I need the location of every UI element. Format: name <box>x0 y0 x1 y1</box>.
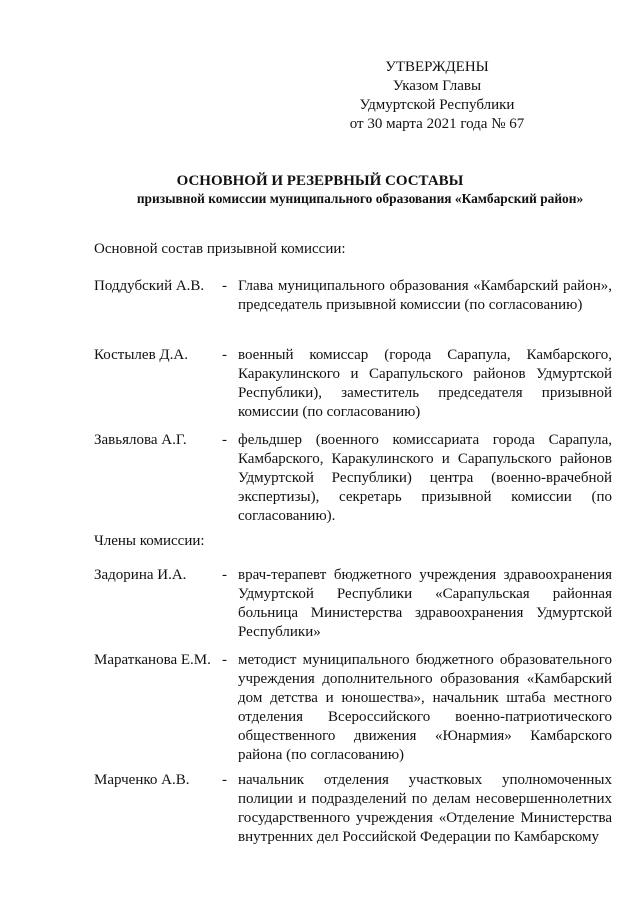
member-name: Костылев Д.А. <box>94 347 188 363</box>
approval-line-1: УТВЕРЖДЕНЫ <box>385 59 489 75</box>
member-name: Поддубский А.В. <box>94 278 205 294</box>
member-description: методист муниципального бюджетного образовательного учреждения дополнительного образования «Камбарский дом детства и юношества», начальник штаба местного отделения Всероссийского военно-патриотического общественного движения «Юнармия» Камбарского района (по согласованию) <box>238 652 612 763</box>
approval-stamp <box>317 58 557 134</box>
member-description: врач-терапевт бюджетного учреждения здравоохранения Удмуртской Республики «Сарапульская районная больница Министерства здравоохранения Удмуртской Республики» <box>238 567 612 640</box>
member-description: военный комиссар (города Сарапула, Камбарского, Каракулинского и Сарапульского районов Удмуртской Республики), заместитель председателя призывной комиссии (по согласованию) <box>238 347 612 420</box>
member-dash: - <box>222 347 227 363</box>
member-name: Марченко А.В. <box>94 772 190 788</box>
member-description: Глава муниципального образования «Камбарский район», председатель призывной комиссии (по согласованию) <box>238 278 612 313</box>
member-dash: - <box>222 772 227 788</box>
member-name: Завьялова А.Г. <box>94 432 187 448</box>
document-title: ОСНОВНОЙ И РЕЗЕРВНЫЙ СОСТАВЫ <box>176 173 464 189</box>
approval-line-2: Указом Главы <box>392 78 482 94</box>
members-heading: Члены комиссии: <box>94 533 205 549</box>
member-dash: - <box>222 432 227 448</box>
member-dash: - <box>222 652 227 668</box>
approval-line-3: Удмуртской Республики <box>359 97 515 113</box>
member-dash: - <box>222 567 227 583</box>
document-subtitle: призывной комиссии муниципального образования «Камбарский район» <box>136 191 584 206</box>
main-composition-heading: Основной состав призывной комиссии: <box>94 241 346 257</box>
member-name: Маратканова Е.М. <box>94 652 211 668</box>
member-dash: - <box>222 278 227 294</box>
member-description: начальник отделения участковых уполномоченных полиции и подразделений по делам несовершеннолетних государственного учреждения «Отделение Министерства внутренних дел Российской Федерации по Камбарскому <box>238 772 612 845</box>
member-description: фельдшер (военного комиссариата города Сарапула, Камбарского, Каракулинского и Сарапульского районов Удмуртской Республики) центра (военно-врачебной экспертизы), секретарь призывной комиссии (по согласованию). <box>238 432 612 524</box>
member-name: Задорина И.А. <box>94 567 187 583</box>
approval-line-4: от 30 марта 2021 года № 67 <box>349 116 525 132</box>
